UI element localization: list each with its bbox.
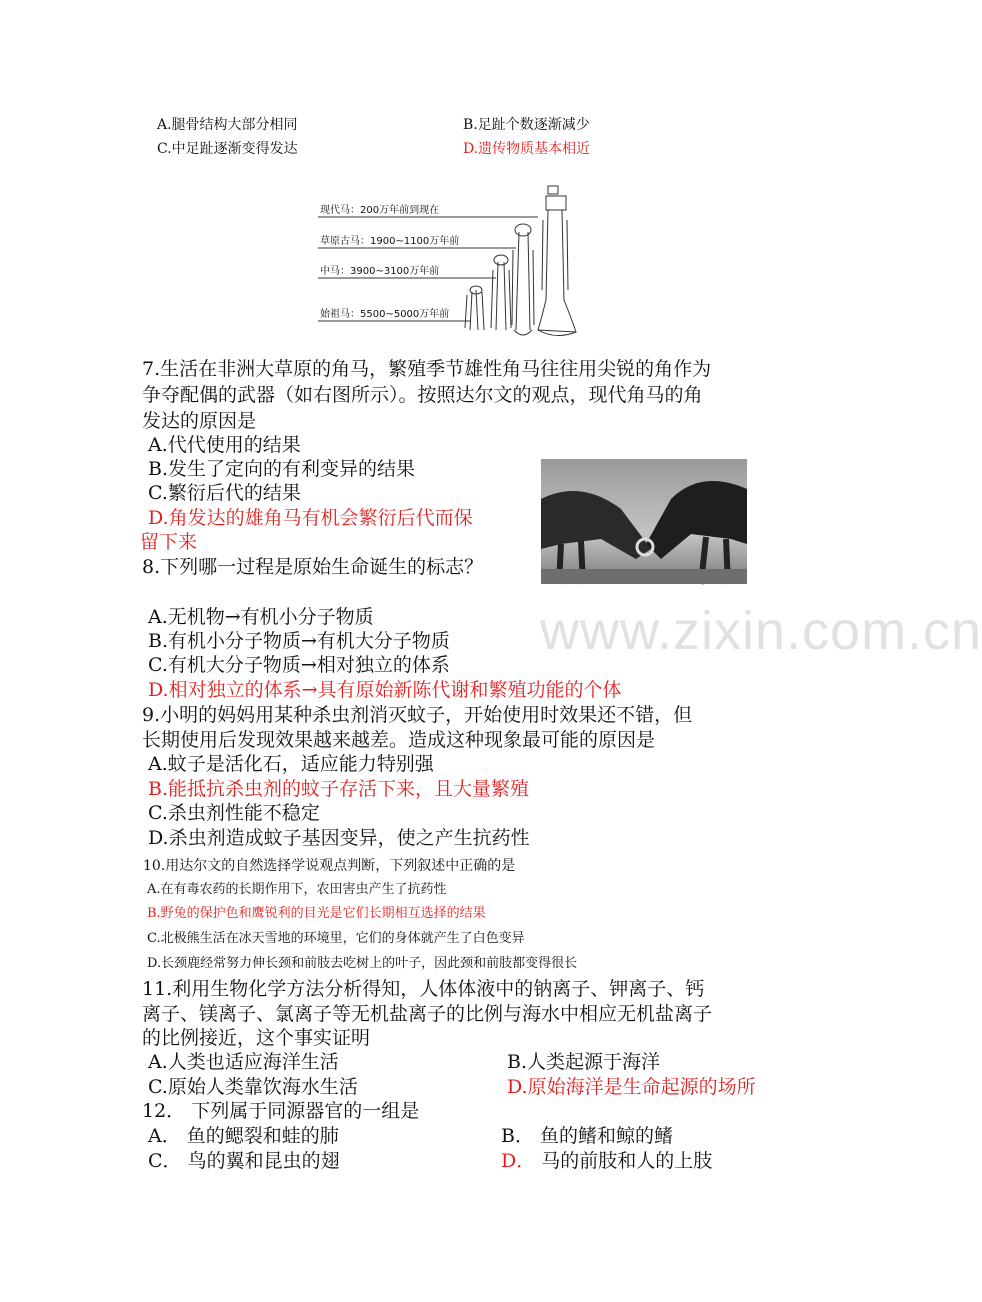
q6-option-a: A.腿骨结构大部分相同 [157, 117, 298, 133]
q10-option-c: C.北极熊生活在冰天雪地的环境里，它们的身体就产生了白色变异 [147, 931, 525, 946]
q8-option-d-answer: D.相对独立的体系→具有原始新陈代谢和繁殖功能的个体 [148, 679, 622, 701]
q10-option-a: A.在有毒农药的长期作用下，农田害虫产生了抗药性 [147, 882, 447, 897]
q7-option-b: B.发生了定向的有利变异的结果 [148, 458, 416, 480]
q9-option-d: D.杀虫剂造成蚊子基因变异，使之产生抗药性 [148, 827, 530, 849]
q6-option-b: B.足趾个数逐渐减少 [463, 117, 590, 133]
q9-option-c: C.杀虫剂性能不稳定 [148, 802, 320, 824]
q11-option-d-answer: D.原始海洋是生命起源的场所 [507, 1076, 756, 1098]
q9-stem-line1: 9.小明的妈妈用某种杀虫剂消灭蚊子，开始使用时效果还不错，但 [142, 704, 693, 726]
watermark: www.zixin.com.cn [540, 601, 982, 661]
q7-option-d-answer-line1: D.角发达的雄角马有机会繁衍后代而保 [148, 507, 473, 529]
horse-evolution-figure [316, 180, 616, 345]
q8-option-c: C.有机大分子物质→相对独立的体系 [148, 654, 450, 676]
q11-stem-line3: 的比例接近，这个事实证明 [142, 1027, 371, 1049]
q11-stem-line1: 11.利用生物化学方法分析得知，人体体液中的钠离子、钾离子、钙 [142, 978, 705, 1000]
q11-option-b: B.人类起源于海洋 [507, 1051, 661, 1073]
q11-stem-line2: 离子、镁离子、氯离子等无机盐离子的比例与海水中相应无机盐离子 [142, 1003, 713, 1025]
q10-option-b-answer: B.野兔的保护色和鹰锐利的目光是它们长期相互选择的结果 [147, 906, 486, 921]
q8-stem: 8.下列哪一过程是原始生命诞生的标志？ [142, 556, 484, 578]
q10-option-d: D.长颈鹿经常努力伸长颈和前肢去吃树上的叶子，因此颈和前肢都变得很长 [147, 956, 578, 971]
q12-option-c: C． 鸟的翼和昆虫的翅 [148, 1150, 340, 1172]
q11-option-c: C.原始人类靠饮海水生活 [148, 1076, 358, 1098]
q7-option-d-answer-line2: 留下来 [140, 531, 198, 553]
q8-option-b: B.有机小分子物质→有机大分子物质 [148, 630, 450, 652]
q12-option-d-letter-answer: D． [501, 1150, 536, 1172]
q7-option-a: A.代代使用的结果 [148, 434, 301, 456]
q11-option-a: A.人类也适应海洋生活 [148, 1051, 339, 1073]
q9-option-b-answer: B.能抵抗杀虫剂的蚊子存活下来，且大量繁殖 [148, 778, 530, 800]
horse-leg-bones-illustration [316, 180, 616, 345]
label-modern-horse: 现代马：200万年前到现在 [320, 205, 440, 216]
label-eohippus: 始祖马：5500~5000万年前 [320, 309, 450, 320]
q12-stem: 12． 下列属于同源器官的一组是 [142, 1100, 420, 1122]
q6-option-c: C.中足趾逐渐变得发达 [157, 141, 298, 157]
q7-stem-line2: 争夺配偶的武器（如右图所示）。按照达尔文的观点，现代角马的角 [142, 384, 703, 406]
q6-option-d-answer: D.遗传物质基本相近 [463, 141, 591, 157]
label-mesohippus: 中马：3900~3100万年前 [320, 266, 440, 277]
label-merychippus: 草原古马：1900~1100万年前 [320, 236, 460, 247]
q7-stem-line1: 7.生活在非洲大草原的角马，繁殖季节雄性角马往往用尖锐的角作为 [142, 358, 712, 380]
q12-option-b: B． 鱼的鳍和鲸的鳍 [501, 1125, 674, 1147]
q9-stem-line2: 长期使用后发现效果越来越差。造成这种现象最可能的原因是 [142, 729, 656, 751]
q8-option-a: A.无机物→有机小分子物质 [148, 606, 374, 628]
q12-option-a: A． 鱼的鳃裂和蛙的肺 [148, 1125, 339, 1147]
q7-option-c: C.繁衍后代的结果 [148, 482, 301, 504]
q12-option-d-text: 马的前肢和人的上肢 [535, 1150, 713, 1172]
q12-option-d [501, 1149, 712, 1173]
q10-stem: 10.用达尔文的自然选择学说观点判断，下列叙述中正确的是 [143, 858, 516, 874]
q9-option-a: A.蚊子是活化石，适应能力特别强 [148, 753, 434, 775]
q7-stem-line3: 发达的原因是 [142, 410, 257, 432]
